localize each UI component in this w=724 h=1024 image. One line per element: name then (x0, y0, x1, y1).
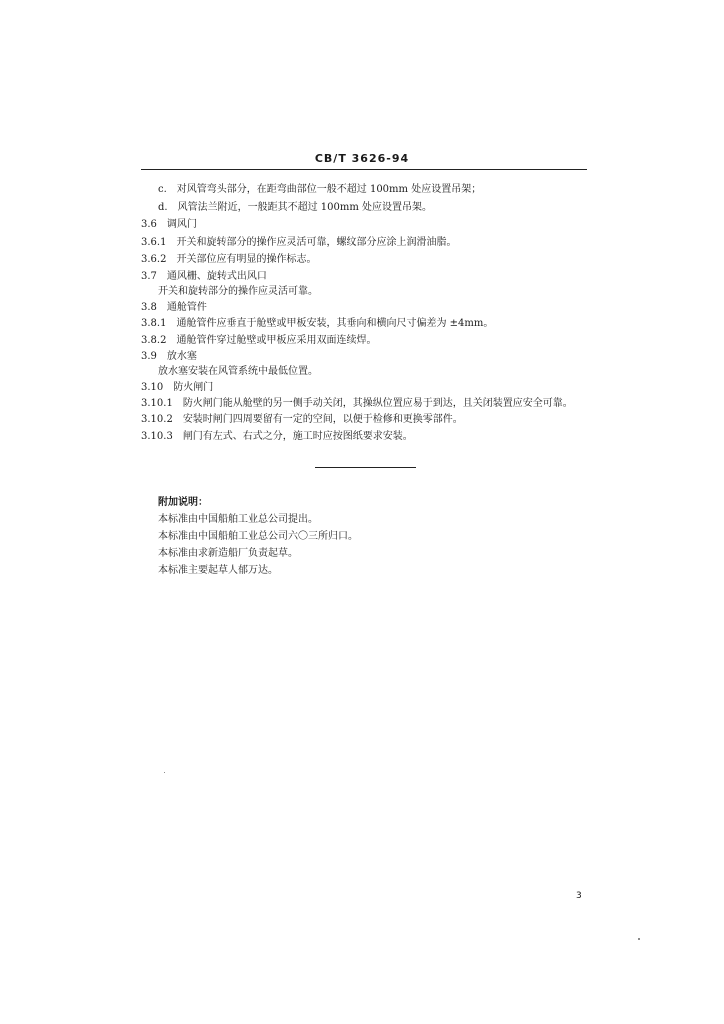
clause-number: 3.9 (141, 351, 157, 362)
section-heading (141, 219, 197, 231)
notes-line: 本标准由求新造船厂负责起草。 (158, 548, 298, 559)
page-number: 3 (576, 891, 582, 901)
clause-line (158, 184, 481, 196)
end-of-standard-rule (315, 467, 416, 468)
standard-code-header: CB/T 3626-94 (314, 152, 410, 165)
scan-speck (638, 938, 640, 940)
clause-line (141, 254, 316, 266)
scan-speck (164, 772, 165, 773)
clause-number: 3.10.2 (141, 414, 173, 425)
clause-line (141, 335, 376, 347)
supplementary-notes (158, 494, 358, 579)
clause-line (158, 286, 318, 298)
section-heading (141, 271, 267, 283)
clause-number: 3.8.1 (141, 318, 167, 329)
clause-text: 通风栅、旋转式出风口 (166, 271, 267, 282)
clause-number: 3.10 (141, 382, 164, 393)
clause-line (141, 237, 456, 249)
clause-text: 闸门有左式、右式之分，施工时应按图纸要求安装。 (182, 431, 413, 442)
clause-text: 防火闸门能从舱壁的另一侧手动关闭，其操纵位置应易于到达，且关闭装置应安全可靠。 (182, 398, 573, 409)
clause-line (158, 366, 318, 378)
clause-line (141, 414, 463, 426)
section-heading (141, 382, 213, 394)
clause-number: 3.7 (141, 271, 157, 282)
clause-text: 开关部位应有明显的操作标志。 (176, 254, 317, 265)
clause-text: 放水塞安装在风管系统中最低位置。 (158, 366, 318, 377)
clause-line (141, 318, 493, 330)
clause-number: 3.8 (141, 302, 157, 313)
notes-title: 附加说明： (158, 497, 208, 508)
clause-text: 调风门 (166, 219, 197, 230)
clause-text: 通舱管件穿过舱壁或甲板应采用双面连续焊。 (176, 335, 377, 346)
section-heading (141, 351, 197, 363)
notes-line: 本标准由中国船舶工业总公司提出。 (158, 514, 318, 525)
clause-text: 放水塞 (166, 351, 197, 362)
clause-number: 3.6 (141, 219, 157, 230)
clause-text: 安装时闸门四周要留有一定的空间，以便于检修和更换零部件。 (182, 414, 463, 425)
clause-text: 通舱管件应垂直于舱壁或甲板安装，其垂向和横向尺寸偏差为 ±4mm。 (176, 318, 494, 329)
clause-number: 3.10.1 (141, 398, 173, 409)
clause-number: d. (158, 202, 168, 213)
clause-text: 开关和旋转部分的操作应灵活可靠，螺纹部分应涂上润滑油脂。 (176, 237, 457, 248)
clause-number: 3.10.3 (141, 431, 173, 442)
clause-text: 防火闸门 (173, 382, 214, 393)
header-rule (141, 169, 587, 170)
clause-text: 对风管弯头部分，在距弯曲部位一般不超过 100mm 处应设置吊架； (176, 184, 482, 195)
clause-number: 3.6.2 (141, 254, 167, 265)
clause-line (158, 202, 432, 214)
clause-text: 风管法兰附近，一般距其不超过 100mm 处应设置吊架。 (177, 202, 433, 213)
clause-text: 通舱管件 (166, 302, 207, 313)
clause-text: 开关和旋转部分的操作应灵活可靠。 (158, 286, 318, 297)
clause-line (141, 431, 413, 443)
clause-line (141, 398, 573, 410)
notes-line: 本标准由中国船舶工业总公司六〇三所归口。 (158, 531, 358, 542)
notes-line: 本标准主要起草人郁万达。 (158, 565, 278, 576)
clause-number: 3.8.2 (141, 335, 167, 346)
clause-number: 3.6.1 (141, 237, 167, 248)
section-heading (141, 302, 207, 314)
clause-number: c. (158, 184, 167, 195)
